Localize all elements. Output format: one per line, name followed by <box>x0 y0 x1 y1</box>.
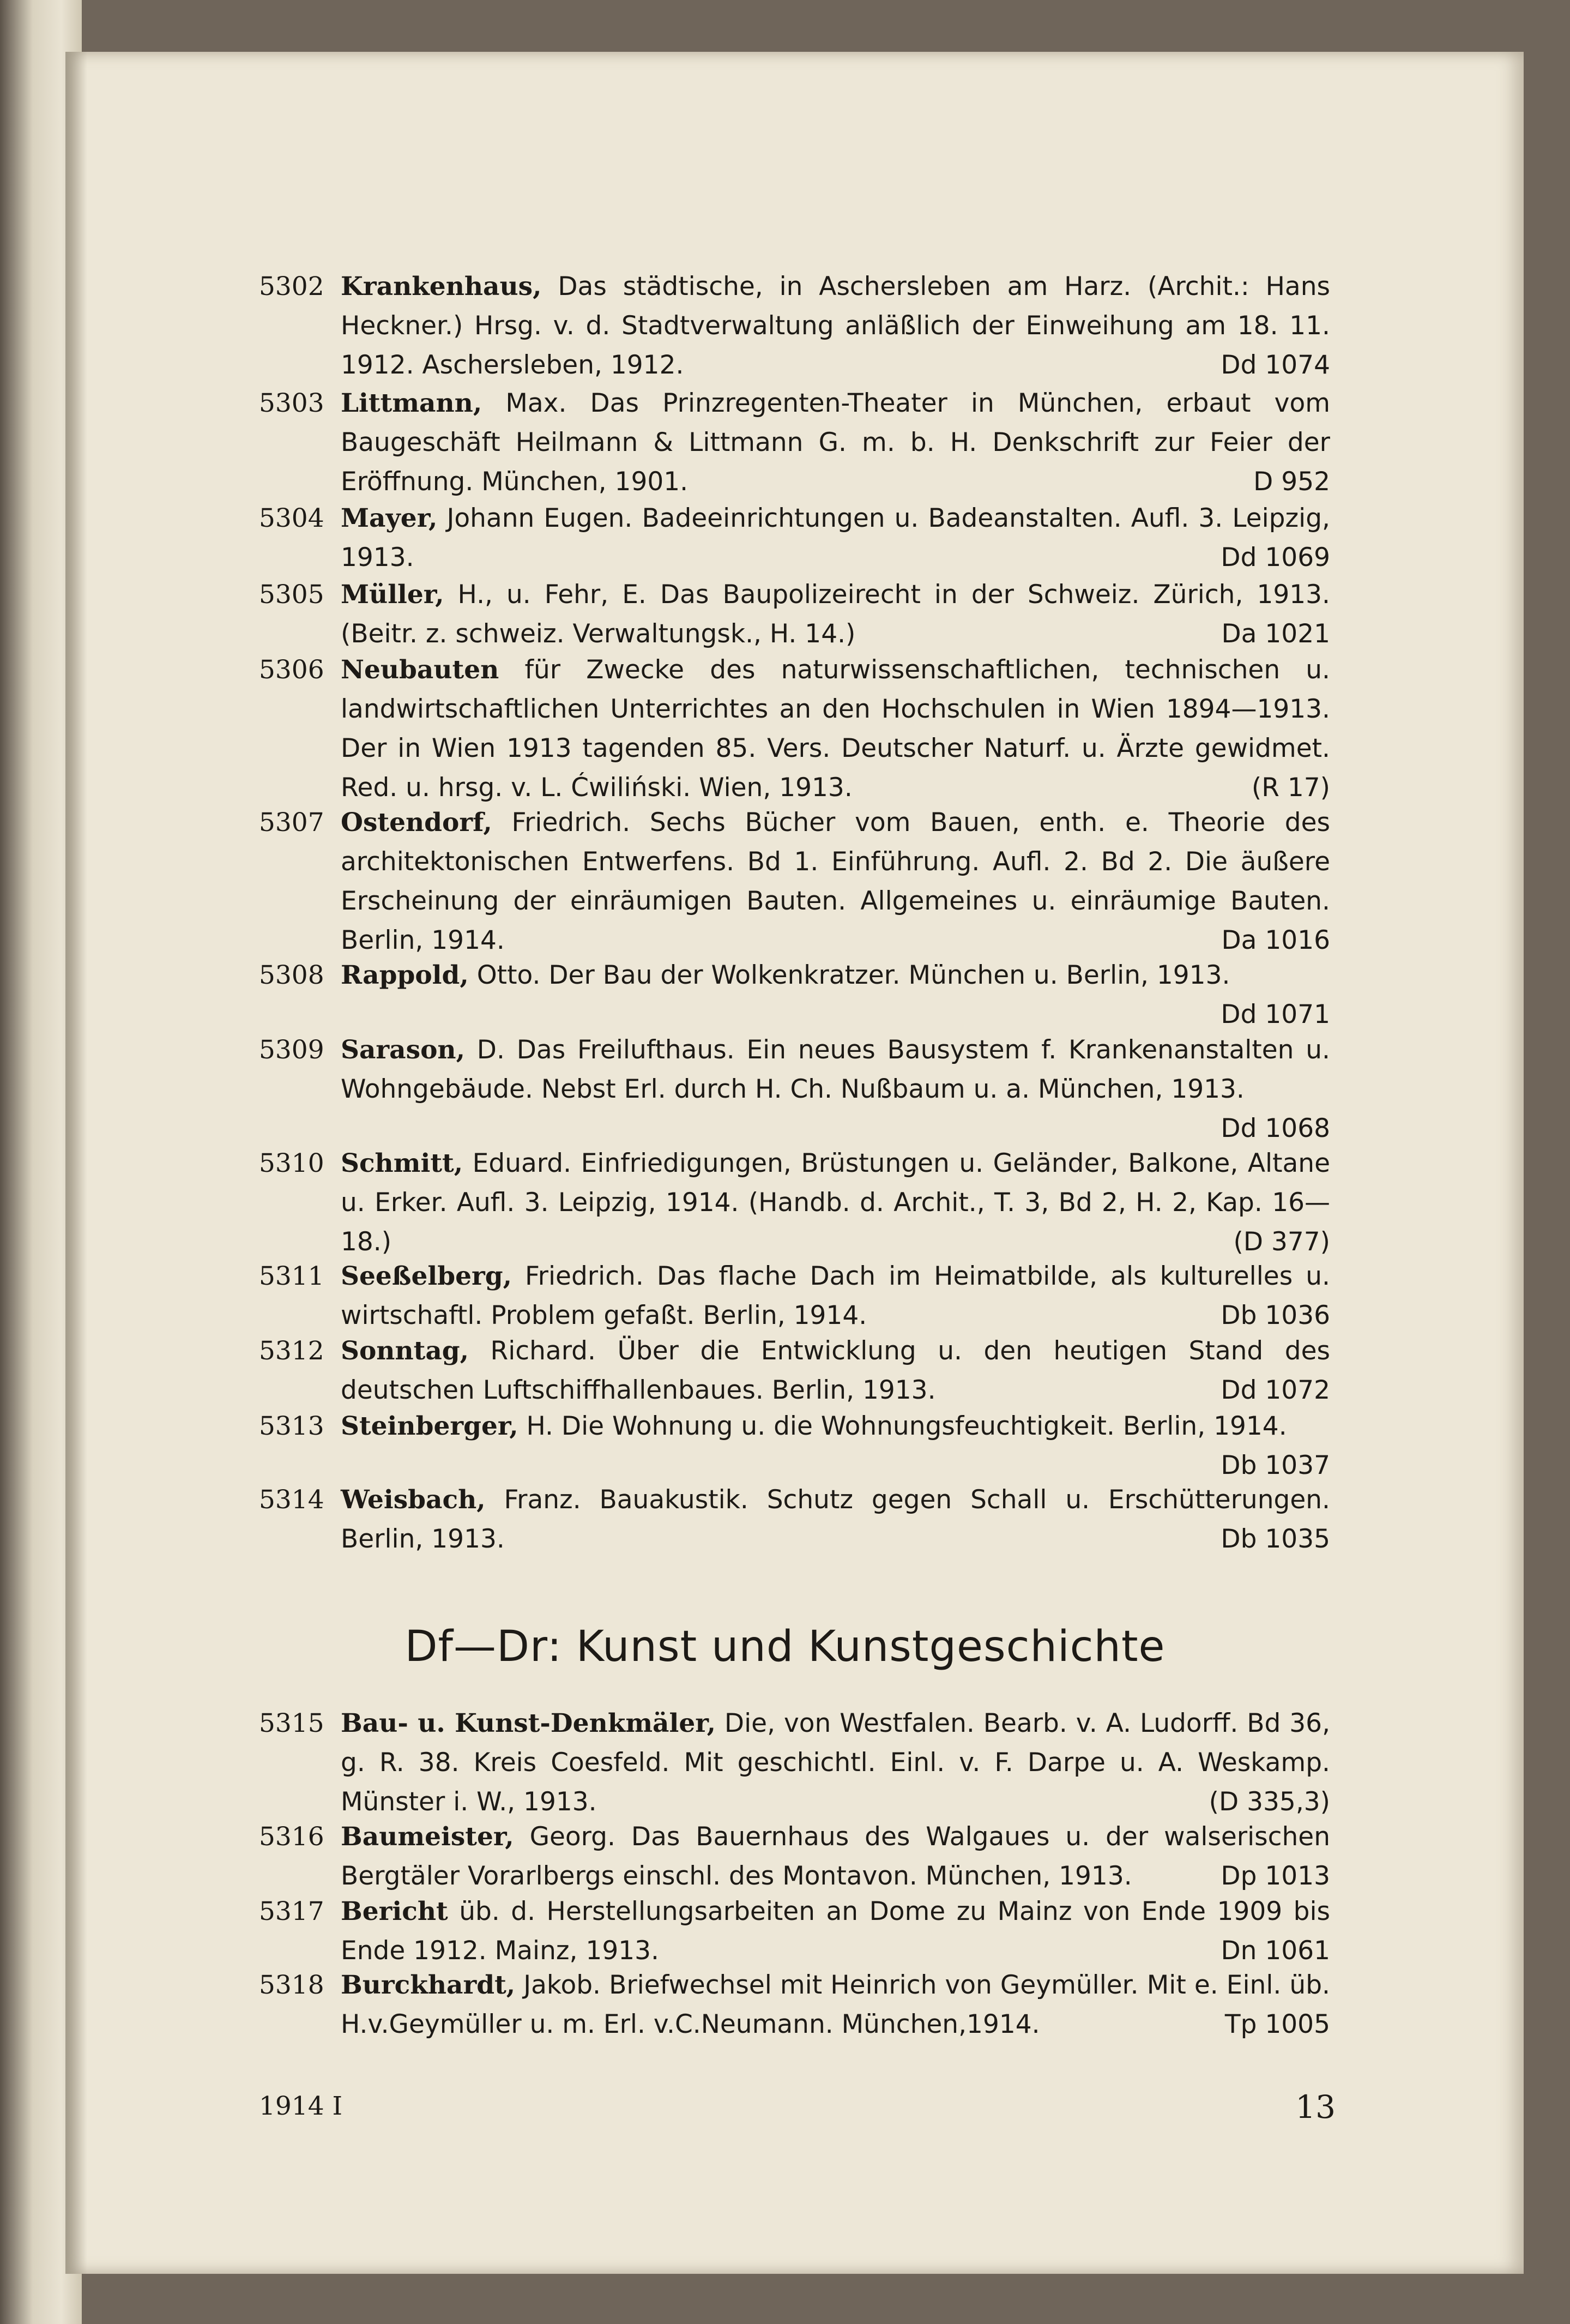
entry-text <box>341 1407 1330 1485</box>
entry-heading: Sonntag, <box>341 1336 469 1366</box>
entry-description: Franz. Bauakustik. Schutz gegen Schall u. Erschütterungen. Berlin, 1913. <box>341 1485 1330 1554</box>
entry-text <box>341 1892 1330 1971</box>
shelf-mark: Dd 1069 <box>1221 543 1330 573</box>
entry-heading: Steinberger, <box>341 1411 518 1441</box>
entry-text <box>341 1257 1330 1335</box>
shelf-mark: (D 335,3) <box>1209 1787 1330 1817</box>
shelf-mark: (D 377) <box>1233 1227 1330 1257</box>
entry-heading: Seeßelberg, <box>341 1261 512 1291</box>
shelf-mark: Tp 1005 <box>1224 2009 1330 2039</box>
entry-number: 5307 <box>259 808 324 838</box>
entry-heading: Littmann, <box>341 388 482 418</box>
entry-description: Friedrich. Das flache Dach im Heimatbilde, als kulturelles u. wirtschaftl. Problem gefaßt. Berlin, 1914. <box>341 1261 1330 1330</box>
entry-number: 5309 <box>259 1035 324 1065</box>
entry-description: Friedrich. Sechs Bücher vom Bauen, enth. e. Theorie des architektonischen Entwerfens. Bd 1. Einführung. Aufl. 2. Bd 2. Die äußere Erscheinung der einräumigen Bauten. Allgemeines u. einräumige Bauten. Berlin, 1914. <box>341 808 1330 955</box>
entry-text <box>341 956 1330 1034</box>
entry-heading: Müller, <box>341 580 444 610</box>
shelf-mark: Da 1016 <box>1221 925 1330 955</box>
entry-text <box>341 267 1330 385</box>
entry-text <box>341 1332 1330 1410</box>
entry-description: Das städtische, in Aschersleben am Harz. (Archit.: Hans Heckner.) Hrsg. v. d. Stadtverwaltung anläßlich der Einweihung am 18. 11. 1912. Aschersleben, 1912. <box>341 272 1330 380</box>
shelf-mark: Dn 1061 <box>1221 1936 1330 1966</box>
entry-heading: Mayer, <box>341 503 438 533</box>
entry-text <box>341 1031 1330 1148</box>
entry-number: 5316 <box>259 1822 324 1852</box>
entry-number: 5315 <box>259 1708 324 1738</box>
shelf-mark: Dd 1071 <box>1221 1000 1330 1029</box>
entry-number: 5313 <box>259 1411 324 1441</box>
shelf-mark: Db 1037 <box>1221 1450 1330 1480</box>
entry-description: für Zwecke des naturwissenschaftlichen, technischen u. landwirtschaftlichen Unterrichtes an den Hochschulen in Wien 1894—1913. Der in Wien 1913 tagenden 85. Vers. Deutscher Naturf. u. Ärzte gewidmet. Red. u. hrsg. v. L. Ćwiliński. Wien, 1913. <box>341 655 1330 803</box>
entry-number: 5302 <box>259 272 324 302</box>
entry-number: 5311 <box>259 1261 324 1291</box>
entry-description: Richard. Über die Entwicklung u. den heutigen Stand des deutschen Luftschiffhallenbaues. Berlin, 1913. <box>341 1336 1330 1405</box>
shelf-mark: Da 1021 <box>1221 619 1330 649</box>
entry-heading: Neubauten <box>341 655 499 685</box>
shelf-mark: Db 1035 <box>1221 1524 1330 1554</box>
entry-heading: Bau- u. Kunst-Denkmäler, <box>341 1708 716 1738</box>
entry-heading: Sarason, <box>341 1035 465 1065</box>
entry-number: 5318 <box>259 1970 324 2000</box>
shelf-mark: Dd 1072 <box>1221 1375 1330 1405</box>
entry-text <box>341 1480 1330 1559</box>
shelf-mark: Dp 1013 <box>1221 1861 1330 1891</box>
entry-text <box>341 384 1330 502</box>
shelf-mark: Dd 1068 <box>1221 1113 1330 1143</box>
entry-number: 5310 <box>259 1148 324 1178</box>
shelf-mark: Db 1036 <box>1221 1301 1330 1330</box>
entry-description: Johann Eugen. Badeeinrichtungen u. Badeanstalten. Aufl. 3. Leipzig, 1913. <box>341 503 1330 573</box>
entry-number: 5306 <box>259 655 324 685</box>
entry-number: 5314 <box>259 1485 324 1515</box>
entry-heading: Burckhardt, <box>341 1970 516 2000</box>
shelf-mark: (R 17) <box>1251 773 1330 803</box>
entry-heading: Krankenhaus, <box>341 272 542 302</box>
entry-heading: Baumeister, <box>341 1822 514 1852</box>
entry-number: 5308 <box>259 960 324 990</box>
entry-heading: Bericht <box>341 1896 448 1926</box>
entry-number: 5303 <box>259 388 324 418</box>
entry-description: H. Die Wohnung u. die Wohnungsfeuchtigkeit. Berlin, 1914. <box>518 1411 1287 1441</box>
entry-text <box>341 575 1330 654</box>
entry-text <box>341 499 1330 577</box>
entry-number: 5304 <box>259 503 324 533</box>
entry-description: Die, von Westfalen. Bearb. v. A. Ludorff. Bd 36, g. R. 38. Kreis Coesfeld. Mit geschichtl. Einl. v. F. Darpe u. A. Weskamp. Münster i. W., 1913. <box>341 1708 1331 1817</box>
page-number: 13 <box>1295 2088 1336 2126</box>
entry-description: Georg. Das Bauernhaus des Walgaues u. der walserischen Bergtäler Vorarlbergs einschl. des Montavon. München, 1913. <box>341 1822 1330 1891</box>
entry-text <box>341 1704 1330 1822</box>
entry-description: H., u. Fehr, E. Das Baupolizeirecht in der Schweiz. Zürich, 1913. (Beitr. z. schweiz. Verwaltungsk., H. 14.) <box>341 580 1330 649</box>
entry-description: üb. d. Herstellungsarbeiten an Dome zu Mainz von Ende 1909 bis Ende 1912. Mainz, 1913. <box>341 1896 1330 1966</box>
entry-description: Eduard. Einfriedigungen, Brüstungen u. Geländer, Balkone, Altane u. Erker. Aufl. 3. Leipzig, 1914. (Handb. d. Archit., T. 3, Bd 2, H. 2, Kap. 16—18.) <box>341 1148 1330 1257</box>
entry-description: Jakob. Briefwechsel mit Heinrich von Geymüller. Mit e. Einl. üb. H.v.Geymüller u. m. Erl. v.C.Neumann. München,1914. <box>341 1970 1330 2039</box>
signature-mark: 1914 I <box>259 2091 343 2121</box>
section-title: Df—Dr: Kunst und Kunstgeschichte <box>404 1622 1166 1671</box>
shelf-mark: D 952 <box>1253 467 1330 497</box>
entry-number: 5305 <box>259 580 324 610</box>
entry-number: 5317 <box>259 1896 324 1926</box>
entry-text <box>341 1966 1330 2044</box>
entry-heading: Weisbach, <box>341 1485 486 1515</box>
entry-description: Otto. Der Bau der Wolkenkratzer. München u. Berlin, 1913. <box>468 960 1230 990</box>
entry-number: 5312 <box>259 1336 324 1366</box>
entry-text <box>341 1144 1330 1262</box>
entry-description: Max. Das Prinzregenten-Theater in München, erbaut vom Baugeschäft Heilmann & Littmann G. m. b. H. Denkschrift zur Feier der Eröffnung. München, 1901. <box>341 388 1330 497</box>
entry-text <box>341 651 1330 808</box>
entry-heading: Ostendorf, <box>341 808 492 838</box>
entry-description: D. Das Freilufthaus. Ein neues Bausystem f. Krankenanstalten u. Wohngebäude. Nebst Erl. durch H. Ch. Nußbaum u. a. München, 1913. <box>341 1035 1330 1104</box>
entry-heading: Schmitt, <box>341 1148 463 1178</box>
shelf-mark: Dd 1074 <box>1221 350 1330 380</box>
entry-heading: Rappold, <box>341 960 469 990</box>
entry-text <box>341 803 1330 960</box>
entry-text <box>341 1817 1330 1896</box>
